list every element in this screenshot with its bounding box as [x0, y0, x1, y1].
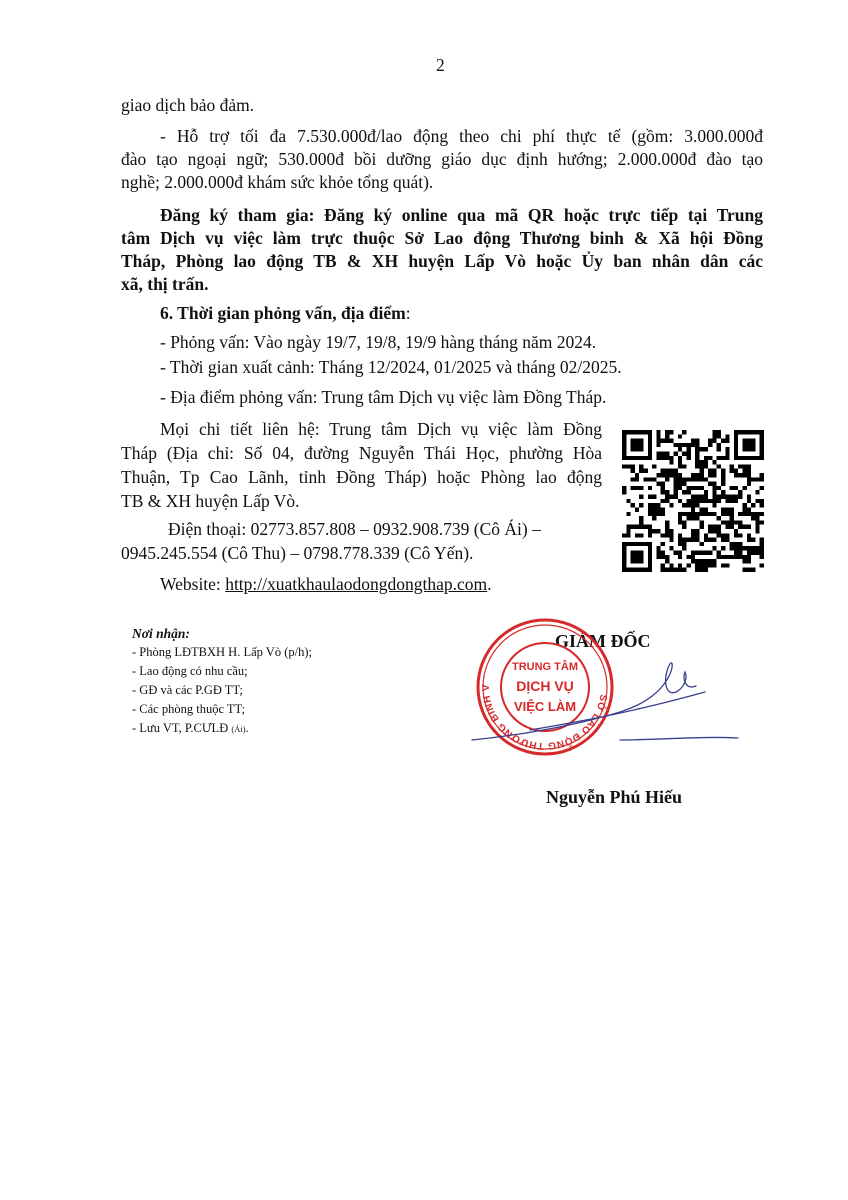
recipient-item: - Phòng LĐTBXH H. Lấp Vò (p/h); [132, 645, 312, 659]
text-line: nghề; 2.000.000đ khám sức khỏe tổng quát). [121, 172, 434, 192]
text-line: - Hỗ trợ tối đa 7.530.000đ/lao động theo chi phí thực tế (gồm: 3.000.000đ [160, 126, 763, 146]
stamp-line: TRUNG TÂM [512, 661, 578, 673]
official-stamp [470, 612, 770, 767]
registration-line: Đăng ký tham gia: Đăng ký online qua mã QR hoặc trực tiếp tại Trung [160, 205, 763, 225]
text-line: - Phỏng vấn: Vào ngày 19/7, 19/8, 19/9 hàng tháng năm 2024. [160, 332, 597, 352]
website-line [160, 573, 492, 595]
recipient-item: - Lưu VT, P.CƯLĐ [132, 721, 229, 735]
recipient-item: - Lao động có nhu cầu; [132, 664, 248, 678]
recipients-title: Nơi nhận: [132, 626, 190, 641]
registration-line: tâm Dịch vụ việc làm trực thuộc Sở Lao động Thương binh & Xã hội Đồng [121, 228, 763, 248]
contact-line: Thuận, Tp Cao Lãnh, tỉnh Đồng Tháp) hoặc Phòng lao động [121, 467, 602, 487]
registration-line: xã, thị trấn. [121, 274, 209, 294]
website-end: . [487, 574, 492, 594]
text-line: đào tạo ngoại ngữ; 530.000đ bồi dưỡng giáo dục định hướng; 2.000.000đ đào tạo [121, 149, 763, 169]
signer-name: Nguyễn Phú Hiếu [546, 787, 683, 807]
signature-title: GIÁM ĐỐC [555, 631, 651, 651]
website-label: Website: [160, 574, 226, 594]
contact-line: TB & XH huyện Lấp Vò. [121, 491, 300, 511]
section-title: 6. Thời gian phỏng vấn, địa điểm [160, 303, 406, 323]
phone-line: 0945.245.554 (Cô Thu) – 0798.778.339 (Cô Yến). [121, 543, 474, 563]
page-number: 2 [436, 55, 445, 75]
stamp-ring-text: SỞ LAO ĐỘNG THƯƠNG BINH V [480, 683, 609, 752]
recipient-item: - Các phòng thuộc TT; [132, 702, 245, 716]
text-line: - Thời gian xuất cảnh: Tháng 12/2024, 01/2025 và tháng 02/2025. [160, 357, 622, 377]
stamp-line: VIỆC LÀM [513, 699, 577, 714]
contact-line: Tháp (Địa chỉ: Số 04, đường Nguyễn Thái Học, phường Hòa [121, 443, 602, 463]
section-heading [160, 302, 411, 324]
registration-line: Tháp, Phòng lao động TB & XH huyện Lấp Vò hoặc Ủy ban nhân dân các [121, 251, 763, 271]
recipient-item: - GĐ và các P.GĐ TT; [132, 683, 243, 697]
recipient-end: . [245, 721, 249, 735]
recipient-suffix: (Ái) [231, 724, 246, 734]
text-line: giao dịch bảo đảm. [121, 95, 255, 115]
phone-line: Điện thoại: 02773.857.808 – 0932.908.739 (Cô Ái) – [168, 519, 541, 539]
website-link[interactable]: http://xuatkhaulaodongdongthap.com [225, 574, 488, 594]
recipient-item-last [132, 720, 249, 737]
text-line: - Địa điểm phỏng vấn: Trung tâm Dịch vụ việc làm Đồng Tháp. [160, 387, 607, 407]
stamp-line: DỊCH VỤ [516, 678, 574, 694]
section-colon: : [405, 303, 411, 323]
contact-line: Mọi chi tiết liên hệ: Trung tâm Dịch vụ việc làm Đồng [160, 419, 602, 439]
qr-code[interactable] [622, 430, 764, 577]
